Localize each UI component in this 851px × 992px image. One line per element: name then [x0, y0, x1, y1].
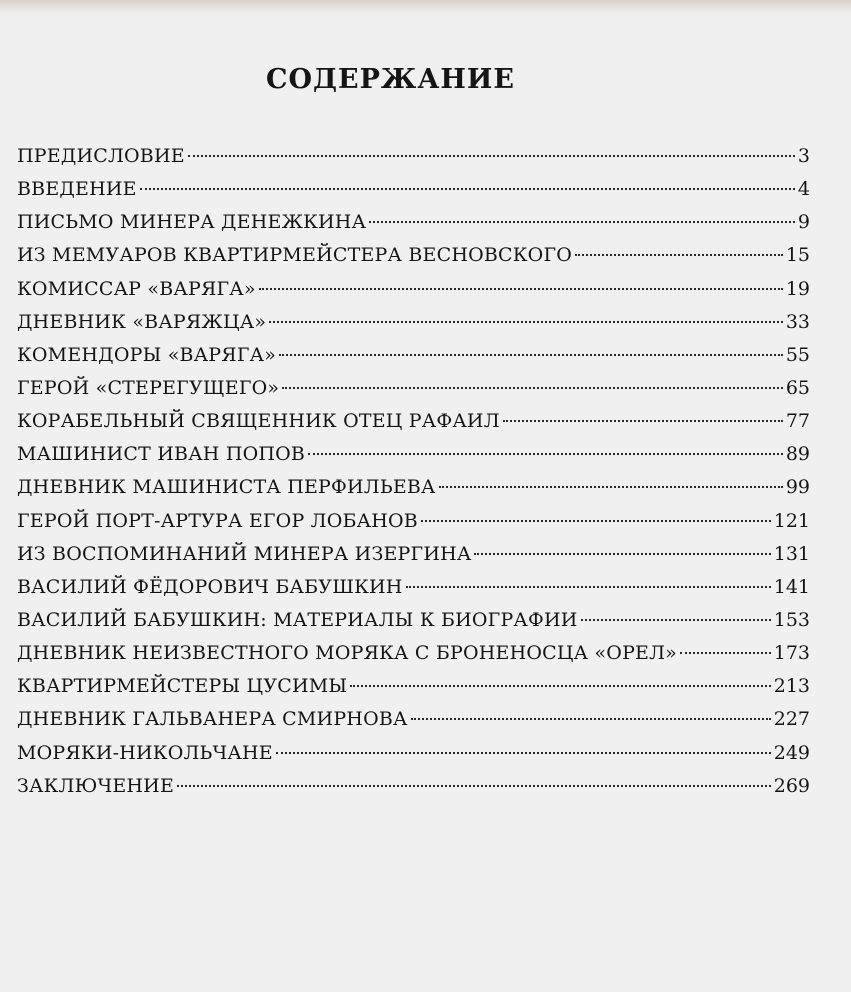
toc-entry-page-number: 4: [797, 178, 810, 201]
dot-leader: [279, 354, 783, 356]
toc-entry: [17, 670, 810, 703]
dot-leader: [439, 486, 783, 488]
toc-entry-title: МАШИНИСТ ИВАН ПОПОВ: [17, 443, 306, 466]
toc-entry: [17, 703, 810, 736]
dot-leader: [140, 188, 795, 190]
dot-leader: [581, 619, 771, 621]
toc-entry: [17, 571, 810, 604]
dot-leader: [308, 453, 783, 455]
toc-entry-title: ВВЕДЕНИЕ: [17, 178, 137, 201]
dot-leader: [259, 288, 783, 290]
toc-entry-title: ПРЕДИСЛОВИЕ: [17, 145, 185, 167]
toc-entry-page-number: 269: [773, 774, 810, 797]
dot-leader: [276, 752, 771, 754]
toc-entry: [17, 604, 810, 637]
toc-entry-page-number: 19: [785, 277, 810, 300]
toc-entry-page-number: 77: [785, 410, 810, 433]
dot-leader: [269, 321, 783, 323]
toc-entry-title: МОРЯКИ-НИКОЛЬЧАНЕ: [17, 741, 273, 764]
toc-entry-page-number: 3: [797, 145, 810, 167]
toc-entry-title: ИЗ ВОСПОМИНАНИЙ МИНЕРА ИЗЕРГИНА: [17, 542, 472, 565]
toc-entry-page-number: 15: [785, 244, 810, 267]
toc-entry-page-number: 173: [773, 642, 810, 665]
toc-entry: [17, 372, 810, 405]
toc-entry-title: ДНЕВНИК МАШИНИСТА ПЕРФИЛЬЕВА: [17, 476, 436, 499]
toc-entry-page-number: 141: [773, 575, 810, 598]
toc-entry: [17, 273, 810, 306]
toc-entry: [17, 405, 810, 438]
toc-entry-page-number: 131: [773, 542, 810, 565]
toc-entry-title: ДНЕВНИК «ВАРЯЖЦА»: [17, 310, 267, 333]
toc-entry-page-number: 213: [773, 675, 810, 698]
toc-entry-title: КОРАБЕЛЬНЫЙ СВЯЩЕННИК ОТЕЦ РАФАИЛ: [17, 410, 500, 433]
toc-entry-title: ИЗ МЕМУАРОВ КВАРТИРМЕЙСТЕРА ВЕСНОВСКОГО: [17, 244, 573, 267]
dot-leader: [350, 685, 770, 687]
dot-leader: [680, 652, 771, 654]
toc-entry: [17, 637, 810, 670]
toc-entry: [17, 239, 810, 272]
toc-entry-title: КОМИССАР «ВАРЯГА»: [17, 277, 256, 300]
toc-entry-title: ВАСИЛИЙ БАБУШКИН: МАТЕРИАЛЫ К БИОГРАФИИ: [17, 608, 578, 631]
table-of-contents: [17, 140, 810, 803]
toc-entry: [17, 339, 810, 372]
toc-entry: [17, 505, 810, 538]
dot-leader: [503, 420, 783, 422]
page-title: СОДЕРЖАНИЕ: [266, 64, 515, 96]
toc-entry-page-number: 33: [785, 310, 810, 333]
toc-entry-title: КОМЕНДОРЫ «ВАРЯГА»: [17, 343, 277, 366]
toc-entry: [17, 471, 810, 504]
dot-leader: [411, 718, 771, 720]
dot-leader: [282, 387, 783, 389]
toc-entry-title: ПИСЬМО МИНЕРА ДЕНЕЖКИНА: [17, 211, 367, 234]
toc-entry-page-number: 249: [773, 741, 810, 764]
dot-leader: [474, 553, 770, 555]
page-top-edge: [0, 0, 851, 14]
toc-entry-page-number: 65: [785, 376, 810, 399]
toc-entry: [17, 770, 810, 803]
toc-entry: [17, 438, 810, 471]
toc-entry: [17, 206, 810, 239]
dot-leader: [369, 221, 795, 223]
toc-entry-page-number: 9: [797, 211, 810, 234]
toc-entry-title: ГЕРОЙ ПОРТ-АРТУРА ЕГОР ЛОБАНОВ: [17, 509, 418, 532]
toc-entry-page-number: 153: [773, 608, 810, 631]
toc-entry-page-number: 227: [773, 708, 810, 731]
dot-leader: [421, 520, 771, 522]
toc-entry: [17, 737, 810, 770]
dot-leader: [177, 785, 771, 787]
toc-entry-title: ДНЕВНИК ГАЛЬВАНЕРА СМИРНОВА: [17, 708, 408, 731]
toc-entry-page-number: 99: [785, 476, 810, 499]
toc-entry-title: КВАРТИРМЕЙСТЕРЫ ЦУСИМЫ: [17, 675, 348, 698]
toc-entry: [17, 173, 810, 206]
toc-entry: [17, 538, 810, 571]
toc-entry: [17, 140, 810, 173]
toc-entry-title: ВАСИЛИЙ ФЁДОРОВИЧ БАБУШКИН: [17, 575, 403, 598]
toc-entry-page-number: 89: [785, 443, 810, 466]
toc-entry-title: ГЕРОЙ «СТЕРЕГУЩЕГО»: [17, 376, 280, 399]
toc-entry: [17, 306, 810, 339]
toc-entry-title: ДНЕВНИК НЕИЗВЕСТНОГО МОРЯКА С БРОНЕНОСЦА «ОРЕЛ»: [17, 642, 678, 665]
toc-entry-title: ЗАКЛЮЧЕНИЕ: [17, 774, 175, 797]
toc-entry-page-number: 55: [785, 343, 810, 366]
toc-entry-page-number: 121: [773, 509, 810, 532]
dot-leader: [406, 586, 771, 588]
dot-leader: [575, 254, 783, 256]
dot-leader: [188, 155, 795, 157]
